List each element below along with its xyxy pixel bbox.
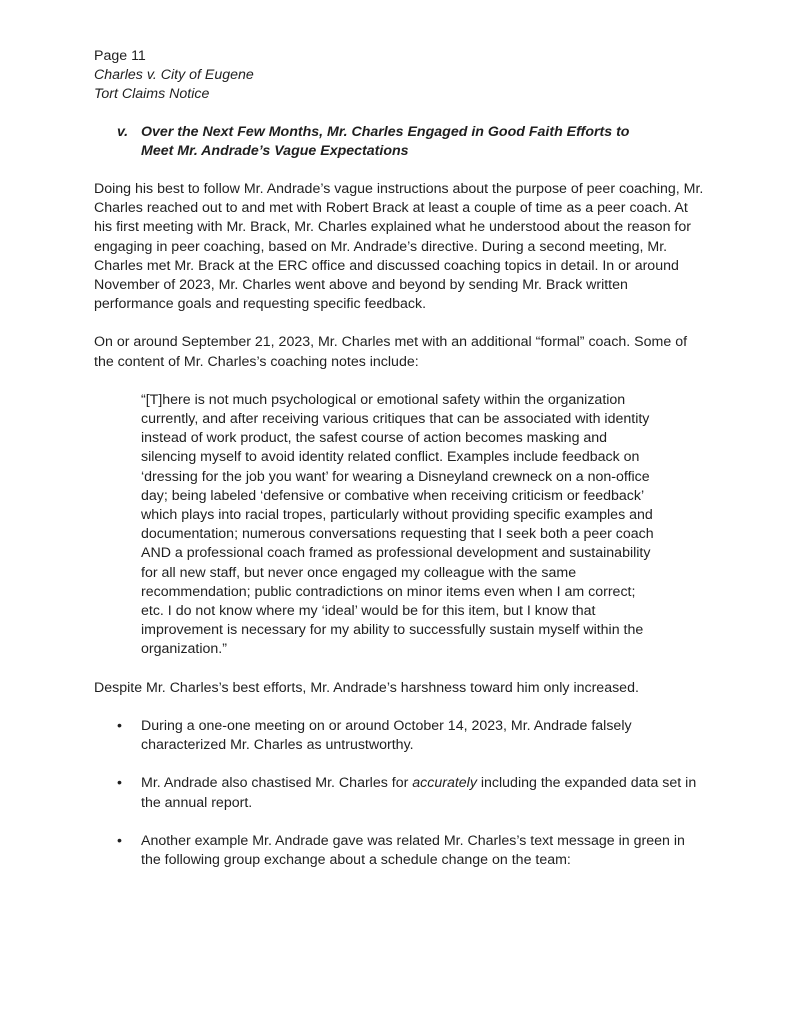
- body-paragraph-formal-coach: On or around September 21, 2023, Mr. Charles met with an additional “formal” coach. Some of the content of Mr. Charles’s coaching notes include:: [94, 334, 688, 370]
- body-paragraph-harshness: Despite Mr. Charles’s best efforts, Mr. Andrade’s harshness toward him only increased.: [94, 679, 639, 696]
- document-page: [94, 47, 706, 870]
- bullet-icon: •: [117, 832, 122, 849]
- page-header: [94, 47, 706, 105]
- section-number: v.: [117, 123, 129, 140]
- bullet-list: [94, 717, 706, 870]
- list-item-text: Another example Mr. Andrade gave was related Mr. Charles’s text message in green in the following group exchange about a schedule change on the team:: [141, 832, 685, 868]
- body-paragraph-peer-coaching: Doing his best to follow Mr. Andrade’s vague instructions about the purpose of peer coaching, Mr. Charles reached out to and met with Robert Brack at least a couple of time as a peer coach. At his first meeting with Mr. Brack, Mr. Charles explained what he understood about the reason for engaging in peer coaching, based on Mr. Andrade’s directive. During a second meeting, Mr. Charles met Mr. Brack at the ERC office and discussed coaching topics in detail. In or around November of 2023, Mr. Charles went above and beyond by sending Mr. Brack written performance goals and requesting specific feedback.: [94, 181, 704, 313]
- list-item-text: During a one-one meeting on or around October 14, 2023, Mr. Andrade falsely characterized Mr. Charles as untrustworthy.: [141, 717, 632, 754]
- list-item-emphasis: accurately: [412, 775, 477, 792]
- list-item: [94, 774, 706, 812]
- section-title: Over the Next Few Months, Mr. Charles Engaged in Good Faith Efforts to Meet Mr. Andrade’s Vague Expectations: [141, 123, 630, 159]
- page-number: Page 11: [94, 48, 146, 64]
- list-item-text-after: including the expanded data set in the annual report.: [141, 775, 697, 811]
- bullet-icon: •: [117, 717, 122, 734]
- list-item: [94, 717, 706, 755]
- section-heading: [117, 123, 706, 161]
- bullet-icon: •: [117, 775, 122, 792]
- list-item-text-before: Mr. Andrade also chastised Mr. Charles for: [141, 775, 413, 792]
- list-item: [94, 832, 706, 870]
- block-quote-coaching-notes: “[T]here is not much psychological or emotional safety within the organization currently, and after receiving various critiques that can be associated with identity instead of work product, the safest course of action becomes masking and silencing myself to avoid identity related conflict. Examples include feedback on ‘dressing for the job you want’ for wearing a Disneyland crewneck on a non-office day; being labeled ‘defensive or combative when receiving criticism or feedback’ which plays into racial tropes, particularly without providing specific examples and documentation; numerous conversations requesting that I seek both a peer coach AND a professional coach framed as professional development and sustainability for all new staff, but never once engaged my colleague with the same recommendation; public contradictions on minor items even when I am correct; etc. I do not know where my ‘ideal’ would be for this item, but I know that improvement is necessary for my ability to successfully sustain myself within the organization.”: [141, 391, 654, 658]
- case-name: Charles v. City of Eugene: [94, 67, 254, 84]
- document-type: Tort Claims Notice: [94, 86, 210, 103]
